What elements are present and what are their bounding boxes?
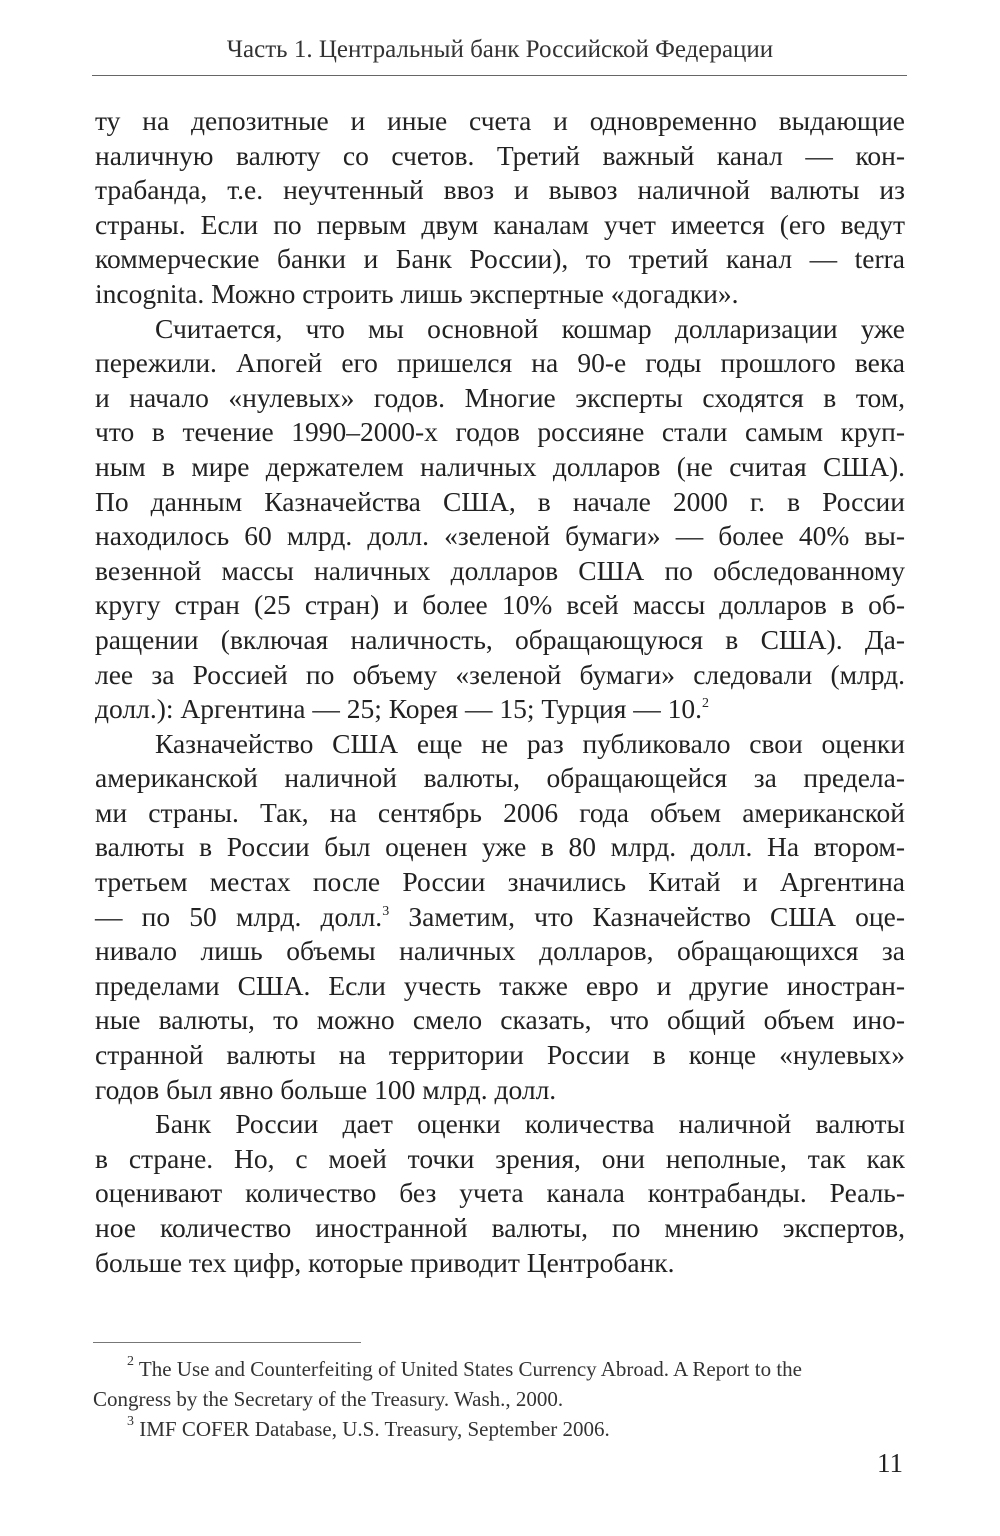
paragraph <box>95 1107 905 1280</box>
text-line <box>95 934 905 969</box>
line-text: везенной массы наличных долларов США по обследованному <box>95 554 905 586</box>
line-content <box>95 659 905 690</box>
line-content <box>95 451 905 482</box>
line-content <box>155 313 905 344</box>
line-content <box>95 243 905 274</box>
paragraph <box>95 727 905 1108</box>
line-text: трабанда, т.е. неучтенный ввоз и вывоз наличной валюты из <box>95 174 905 206</box>
line-text: странной валюты на территории России в конце «нулевых» <box>95 1039 905 1071</box>
text-line <box>95 415 905 450</box>
footnote-text: IMF COFER Database, U.S. Treasury, September 2006. <box>139 1417 610 1441</box>
footnote-ref: 3 <box>382 903 390 919</box>
text-line <box>95 1003 905 1038</box>
line-content <box>155 728 905 759</box>
line-text: По данным Казначейства США, в начале 2000 г. в России <box>95 485 905 517</box>
text-line <box>95 1038 905 1073</box>
line-text: Банк России дает оценки количества наличной валюты <box>155 1108 905 1140</box>
line-text: кругу стран (25 стран) и более 10% всей массы долларов в об- <box>95 589 905 621</box>
line-content <box>95 174 905 205</box>
header-rule <box>92 75 907 76</box>
footnotes <box>93 1354 905 1444</box>
line-content <box>95 797 905 828</box>
line-text: Заметим, что Казначейство США оце- <box>389 900 905 932</box>
line-text: ное количество иностранной валюты, по мнению экспертов, <box>95 1212 905 1243</box>
text-line <box>95 312 905 347</box>
line-text: Казначейство США еще не раз публиковало свои оценки <box>155 727 905 759</box>
line-content <box>95 520 905 551</box>
line-text: ные валюты, то можно смело сказать, что общий объем ино- <box>95 1004 905 1036</box>
line-content <box>95 416 905 447</box>
line-text: коммерческие банки и Банк России), то третий канал — terra <box>95 243 905 275</box>
text-line <box>95 450 905 485</box>
line-text: в стране. Но, с моей точки зрения, они неполные, так как <box>95 1142 905 1174</box>
text-line <box>95 139 905 174</box>
line-content <box>95 589 905 620</box>
line-content <box>155 1108 905 1139</box>
text-line <box>95 692 905 727</box>
text-line <box>95 104 905 139</box>
line-content <box>95 693 709 724</box>
text-line <box>95 554 905 589</box>
footnote-ref: 2 <box>701 696 709 712</box>
paragraph <box>95 312 905 727</box>
text-line <box>95 588 905 623</box>
line-text: что в течение 1990–2000-х годов россияне стали самым круп- <box>95 416 905 448</box>
footnote-line <box>93 1384 905 1414</box>
line-text: пережили. Апогей его пришелся на 90-е годы прошлого века <box>95 347 905 379</box>
text-line <box>95 969 905 1004</box>
footnote-number: 3 <box>127 1414 134 1429</box>
paragraph <box>95 104 905 312</box>
line-text: валюты в России был оценен уже в 80 млрд. долл. На втором- <box>95 831 905 863</box>
line-content <box>95 1074 556 1105</box>
line-text: долл.): Аргентина — 25; Корея — 15; Турция — 10. <box>95 693 702 725</box>
line-text: находилось 60 млрд. долл. «зеленой бумаги» — более 40% вы- <box>95 520 905 552</box>
footnote-separator <box>93 1342 361 1343</box>
footnote-line <box>93 1354 905 1384</box>
line-text: оценивают количество без учета канала контрабанды. Реаль- <box>95 1177 905 1209</box>
line-text: ращении (включая наличность, обращающуюся в США). Да- <box>95 623 905 655</box>
line-text: третьем местах после России значились Китай и Аргентина <box>95 866 905 898</box>
text-line <box>95 173 905 208</box>
footnote-text: The Use and Counterfeiting of United States Currency Abroad. A Report to the <box>138 1357 802 1381</box>
line-content <box>95 1039 905 1070</box>
line-content <box>95 901 905 932</box>
line-content <box>95 486 905 517</box>
line-text: лее за Россией по объему «зеленой бумаги» следовали (млрд. <box>95 658 905 690</box>
footnote-line <box>93 1414 905 1444</box>
line-content <box>95 347 905 378</box>
footnote-text: Congress by the Secretary of the Treasury. Wash., 2000. <box>93 1387 564 1411</box>
text-line <box>95 519 905 554</box>
line-content <box>95 935 905 966</box>
line-content <box>95 1143 905 1174</box>
line-content <box>95 1247 675 1278</box>
text-line <box>95 865 905 900</box>
line-content <box>95 105 905 136</box>
line-content <box>95 866 905 897</box>
text-line <box>95 1142 905 1177</box>
line-text: incognita. Можно строить лишь экспертные «догадки». <box>95 277 739 309</box>
text-line <box>95 346 905 381</box>
text-line <box>95 830 905 865</box>
footnote-number: 2 <box>127 1354 134 1369</box>
body-text <box>95 104 905 1280</box>
line-content <box>95 1177 905 1208</box>
line-text: ми страны. Так, на сентябрь 2006 года объем американской <box>95 796 905 828</box>
line-content <box>95 209 905 240</box>
line-content <box>95 831 905 862</box>
text-line <box>95 208 905 243</box>
line-text: нивало лишь объемы наличных долларов, обращающихся за <box>95 935 905 967</box>
line-text: ным в мире держателем наличных долларов (не считая США). <box>95 450 905 482</box>
text-line <box>95 900 905 935</box>
line-text: Считается, что мы основной кошмар долларизации уже <box>155 312 905 344</box>
line-text: пределами США. Если учесть также евро и другие иностран- <box>95 969 905 1001</box>
text-line <box>95 1211 905 1246</box>
line-content <box>95 970 905 1001</box>
text-line <box>95 485 905 520</box>
line-text: — по 50 млрд. долл. <box>95 900 383 932</box>
text-line <box>95 1246 905 1281</box>
page-number: 11 <box>877 1448 903 1478</box>
line-content <box>95 555 905 586</box>
text-line <box>95 623 905 658</box>
text-line <box>95 381 905 416</box>
text-line <box>95 796 905 831</box>
running-header: Часть 1. Центральный банк Российской Федерации <box>226 36 774 63</box>
text-line <box>95 1176 905 1211</box>
text-line <box>95 727 905 762</box>
line-text: больше тех цифр, которые приводит Центробанк. <box>95 1246 675 1278</box>
line-text: американской наличной валюты, обращающейся за предела- <box>95 762 905 794</box>
line-text: страны. Если по первым двум каналам учет имеется (его ведут <box>95 208 905 240</box>
text-line <box>95 658 905 693</box>
line-text: и начало «нулевых» годов. Многие эксперты сходятся в том, <box>95 381 905 413</box>
line-text: годов был явно больше 100 млрд. долл. <box>95 1073 557 1105</box>
line-content <box>95 382 905 413</box>
text-line <box>95 1107 905 1142</box>
line-content <box>95 140 905 171</box>
line-content <box>95 624 905 655</box>
text-line <box>95 761 905 796</box>
line-text: наличную валюту со счетов. Третий важный канал — кон- <box>95 139 905 171</box>
line-content <box>95 1212 905 1243</box>
text-line <box>95 1073 905 1108</box>
line-content <box>95 278 738 309</box>
text-line <box>95 277 905 312</box>
line-text: ту на депозитные и иные счета и одновременно выдающие <box>95 105 905 136</box>
line-content <box>95 762 905 793</box>
line-content <box>95 1004 905 1035</box>
text-line <box>95 242 905 277</box>
